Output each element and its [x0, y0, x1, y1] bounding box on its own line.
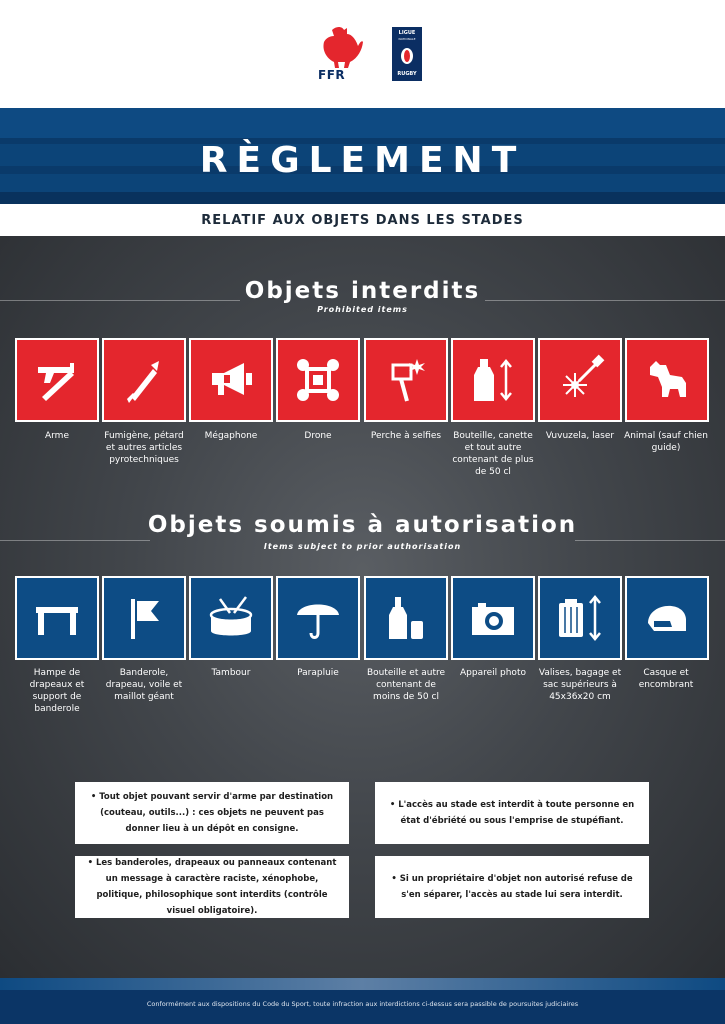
ffr-logo-text: FFR — [318, 68, 346, 82]
label-megaphone: Mégaphone — [204, 431, 258, 441]
label-flag: Banderole, drapeau, voile et maillot géant — [105, 668, 183, 702]
lnr-logo-middle: NATIONALE — [398, 37, 416, 41]
page-title: RÈGLEMENT — [199, 140, 526, 181]
flag-pole-icon — [30, 591, 84, 645]
lnr-logo-top: LIGUE — [398, 30, 416, 36]
label-animal: Animal (sauf chien guide) — [624, 431, 708, 453]
label-weapon: Arme — [44, 431, 69, 441]
note-text: • Tout objet pouvant servir d'arme par destination (couteau, outils...) : ces objets ne peuvent pas donner lieu à un dépôt en consigne. — [90, 792, 334, 834]
megaphone-icon — [204, 353, 258, 407]
lnr-logo-bottom: RUGBY — [397, 71, 417, 77]
note-text: • Si un propriétaire d'objet non autorisé refuse de s'en séparer, l'accès au stade lui sera interdit. — [391, 874, 633, 900]
tile-animal — [625, 338, 709, 422]
tile-umbrella — [276, 576, 360, 660]
selfie-stick-icon — [379, 353, 433, 407]
tile-helmet — [625, 576, 709, 660]
tile-camera — [451, 576, 535, 660]
divider-right-2 — [575, 540, 725, 541]
note-banners — [75, 856, 349, 918]
label-drone: Drone — [304, 431, 332, 441]
laser-icon — [553, 353, 607, 407]
label-umbrella: Parapluie — [297, 668, 339, 678]
tile-selfie-stick — [364, 338, 448, 422]
camera-icon — [466, 591, 520, 645]
label-selfie-stick: Perche à selfies — [370, 431, 442, 441]
tile-bottle — [451, 338, 535, 422]
tile-laser — [538, 338, 622, 422]
footer-stripe — [0, 978, 725, 990]
note-weapon-consign — [75, 782, 349, 844]
tile-megaphone — [189, 338, 273, 422]
rugby-ball-icon — [399, 47, 415, 65]
animal-icon — [640, 353, 694, 407]
drone-icon — [291, 353, 345, 407]
logo-header — [0, 0, 725, 108]
tile-drone — [276, 338, 360, 422]
tile-small-bottle — [364, 576, 448, 660]
tile-suitcase — [538, 576, 622, 660]
note-text: • Les banderoles, drapeaux ou panneaux contenant un message à caractère raciste, xénophobe, politique, philosophique sont interdits (contrôle visuel obligatoire). — [87, 858, 337, 916]
tile-flag — [102, 576, 186, 660]
firework-icon — [117, 353, 171, 407]
label-small-bottle: Bouteille et autre contenant de moins de 50 cl — [366, 668, 446, 702]
label-bottle: Bouteille, canette et tout autre contenant de plus de 50 cl — [452, 431, 534, 477]
label-flag-pole: Hampe de drapeaux et support de banderole — [29, 668, 85, 714]
authorised-icons-row — [0, 576, 725, 660]
tile-flag-pole — [15, 576, 99, 660]
prohibited-icons-row — [0, 338, 725, 422]
footer-text: Conformément aux dispositions du Code du Sport, toute infraction aux interdictions ci-dessus sera passible de poursuites judiciaires — [146, 1000, 579, 1008]
tile-firework — [102, 338, 186, 422]
authorised-title: Objets soumis à autorisation — [147, 512, 578, 538]
prohibited-title: Objets interdits — [244, 278, 481, 304]
label-camera: Appareil photo — [460, 668, 526, 678]
drum-icon — [204, 591, 258, 645]
authorised-subtitle: Items subject to prior authorisation — [263, 542, 462, 551]
note-drunk-access — [375, 782, 649, 844]
label-laser: Vuvuzela, laser — [545, 431, 615, 441]
weapon-icon — [30, 353, 84, 407]
flag-icon — [117, 591, 171, 645]
tile-drum — [189, 576, 273, 660]
note-refusal — [375, 856, 649, 918]
lnr-logo — [392, 27, 422, 81]
main-panel — [0, 236, 725, 978]
label-drum: Tambour — [211, 668, 251, 678]
label-firework: Fumigène, pétard et autres articles pyrotechniques — [104, 431, 184, 465]
page-subtitle: RELATIF AUX OBJETS DANS LES STADES — [201, 213, 524, 228]
helmet-icon — [640, 591, 694, 645]
label-helmet: Casque et encombrant — [638, 668, 694, 690]
tile-weapon — [15, 338, 99, 422]
umbrella-icon — [291, 591, 345, 645]
bottle-icon — [466, 353, 520, 407]
suitcase-icon — [553, 591, 607, 645]
note-text: • L'accès au stade est interdit à toute personne en état d'ébriété ou sous l'emprise de stupéfiant. — [389, 800, 635, 826]
label-suitcase: Valises, bagage et sac supérieurs à 45x36x20 cm — [538, 668, 622, 702]
divider-left-2 — [0, 540, 150, 541]
prohibited-subtitle: Prohibited items — [317, 305, 408, 314]
small-bottle-icon — [379, 591, 433, 645]
